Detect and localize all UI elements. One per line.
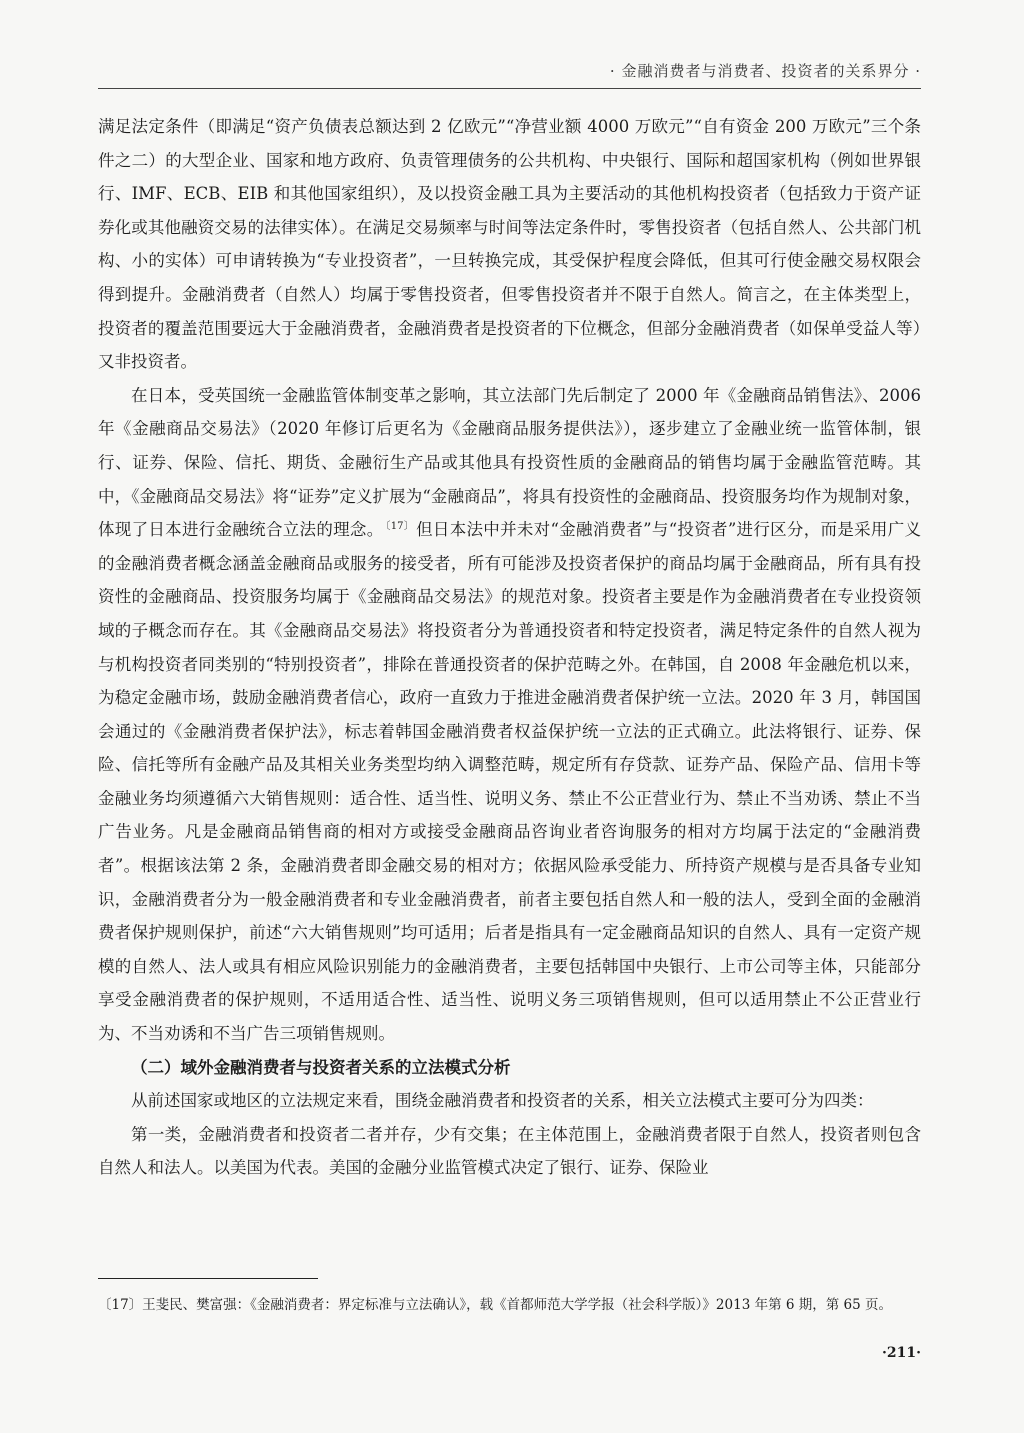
paragraph-2-part-a: 在日本，受英国统一金融监管体制变革之影响，其立法部门先后制定了 2000 年《金融商品销售法》、2006 年《金融商品交易法》（2020 年修订后更名为《金融商品服务提供法》），逐步建立了金融业统一监管体制，银行、证券、保险、信托、期货、金融衍生产品或其他具有投资性质的金融商品的销售均属于金融监管范畴。其中，《金融商品交易法》将“证券”定义扩展为“金融商品”，将具有投资性的金融商品、投资服务均作为规制对象，体现了日本进行金融统合立法的理念。 [98,385,921,540]
section-heading: （二）域外金融消费者与投资者关系的立法模式分析 [131,1057,511,1077]
paragraph-3: 从前述国家或地区的立法规定来看，围绕金融消费者和投资者的关系，相关立法模式主要可分为四类： [131,1091,874,1111]
header-rule [98,88,921,89]
footnote-rule [98,1278,318,1279]
paragraph-2 [98,379,921,1051]
body-text [98,110,921,1185]
footnote-17: 〔17〕王斐民、樊富强：《金融消费者：界定标准与立法确认》，载《首都师范大学学报（社会科学版）》2013 年第 6 期，第 65 页。 [98,1297,893,1313]
paragraph-4: 第一类，金融消费者和投资者二者并存，少有交集；在主体范围上，金融消费者限于自然人，投资者则包含自然人和法人。以美国为代表。美国的金融分业监管模式决定了银行、证券、保险业 [98,1124,921,1178]
footnote-ref-17[interactable]: 〔17〕 [385,520,415,532]
page-number: ·211· [882,1345,921,1361]
paragraph-1: 满足法定条件（即满足“资产负债表总额达到 2 亿欧元”“净营业额 4000 万欧元”“自有资金 200 万欧元”三个条件之二）的大型企业、国家和地方政府、负责管理债务的公共机构、中央银行、国际和超国家机构（例如世界银行、IMF、ECB、EIB 和其他国家组织），及以投资金融工具为主要活动的其他机构投资者（包括致力于资产证券化或其他融资交易的法律实体）。在满足交易频率与时间等法定条件时，零售投资者（包括自然人、公共部门机构、小的实体）可申请转换为“专业投资者”，一旦转换完成，其受保护程度会降低，但其可行使金融交易权限会得到提升。金融消费者（自然人）均属于零售投资者，但零售投资者并不限于自然人。简言之，在主体类型上，投资者的覆盖范围要远大于金融消费者，金融消费者是投资者的下位概念，但部分金融消费者（如保单受益人等）又非投资者。 [98,117,921,372]
paragraph-2-part-b: 但日本法中并未对“金融消费者”与“投资者”进行区分，而是采用广义的金融消费者概念涵盖金融商品或服务的接受者，所有可能涉及投资者保护的商品均属于金融商品，所有具有投资性的金融商品、投资服务均属于《金融商品交易法》的规范对象。投资者主要是作为金融消费者在专业投资领域的子概念而存在。其《金融商品交易法》将投资者分为普通投资者和特定投资者，满足特定条件的自然人视为与机构投资者同类别的“特别投资者”，排除在普通投资者的保护范畴之外。在韩国，自 2008 年金融危机以来，为稳定金融市场，鼓励金融消费者信心，政府一直致力于推进金融消费者保护统一立法。2020 年 3 月，韩国国会通过的《金融消费者保护法》，标志着韩国金融消费者权益保护统一立法的正式确立。此法将银行、证券、保险、信托等所有金融产品及其相关业务类型均纳入调整范畴，规定所有存贷款、证券产品、保险产品、信用卡等金融业务均须遵循六大销售规则：适合性、适当性、说明义务、禁止不公正营业行为、禁止不当劝诱、禁止不当广告业务。凡是金融商品销售商的相对方或接受金融商品咨询业者咨询服务的相对方均属于法定的“金融消费者”。根据该法第 2 条，金融消费者即金融交易的相对方；依据风险承受能力、所持资产规模与是否具备专业知识，金融消费者分为一般金融消费者和专业金融消费者，前者主要包括自然人和一般的法人，受到全面的金融消费者保护规则保护，前述“六大销售规则”均可适用；后者是指具有一定金融商品知识的自然人、具有一定资产规模的自然人、法人或具有相应风险识别能力的金融消费者，主要包括韩国中央银行、上市公司等主体，只能部分享受金融消费者的保护规则，不适用适合性、适当性、说明义务三项销售规则，但可以适用禁止不公正营业行为、不当劝诱和不当广告三项销售规则。 [98,520,921,1044]
running-title: · 金融消费者与消费者、投资者的关系界分 · [609,62,921,80]
